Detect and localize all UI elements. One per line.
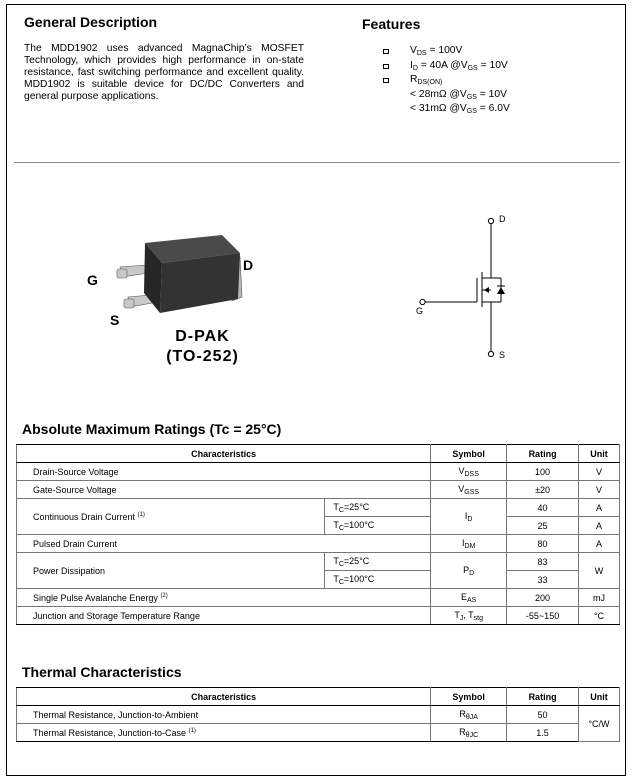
feature-rds-6v: < 31mΩ $@V_{GS} = 6.0V$	[410, 103, 510, 116]
feature-rds-10v: < 28mΩ $@V_{GS} = 10V$	[410, 88, 507, 101]
header-symbol: Symbol	[431, 688, 507, 706]
features-title: Features	[362, 16, 421, 32]
header-rating: Rating	[507, 445, 579, 463]
header-unit: Unit	[579, 688, 620, 706]
table-row: Junction and Storage Temperature Range $T_J$, $T_{stg}$ -55~150 °C	[17, 607, 620, 625]
header-rating: Rating	[507, 688, 579, 706]
features-list	[383, 45, 510, 118]
feature-id: $I_D = 40A$ $@V_{GS} = 10V$	[383, 60, 510, 75]
feature-vds: $V_{DS} = 100V$	[383, 45, 510, 60]
header-symbol: Symbol	[431, 445, 507, 463]
header-characteristics: Characteristics	[17, 688, 431, 706]
package-name: D-PAK (TO-252)	[166, 328, 239, 365]
table-row: Gate-Source Voltage $V_{GSS}$ ±20 V	[17, 481, 620, 499]
header-characteristics: Characteristics	[17, 445, 431, 463]
table-row: Pulsed Drain Current $I_{DM}$ 80 A	[17, 535, 620, 553]
symbol-label-d: D	[499, 214, 506, 224]
dpak-package-image	[100, 225, 260, 330]
table-row: Drain-Source Voltage $V_{DSS}$ 100 V	[17, 463, 620, 481]
pin-label-g: G	[87, 272, 98, 288]
general-description-body: The MDD1902 uses advanced MagnaChip’s MOSFET Technology, which provides high performance in on-state resistance, fast switching performance and excellent quality. MDD1902 is suitable device for DC/DC Converters and general purpose applications.	[24, 43, 304, 102]
table-row: Thermal Resistance, Junction-to-Ambient $R_{\theta JA}$ 50 °C/W	[17, 706, 620, 724]
table-header-row	[17, 688, 620, 706]
pin-label-s: S	[110, 312, 120, 328]
general-description-title: General Description	[24, 14, 158, 30]
table-row: Power Dissipation $T_C=25^\circ C$ $P_D$ 83 W	[17, 553, 620, 571]
mosfet-schematic-symbol	[410, 210, 520, 365]
page-frame	[6, 4, 626, 776]
pin-label-d: D	[243, 257, 254, 273]
table-row: Continuous Drain Current $^{(1)}$ $T_C=25^\circ C$ $I_D$ 40 A	[17, 499, 620, 517]
table-header-row	[17, 445, 620, 463]
feature-rds: $R_{DS(ON)}$	[383, 74, 510, 89]
abs-max-table	[16, 444, 620, 625]
thermal-title: Thermal Characteristics	[22, 664, 182, 680]
symbol-label-s: S	[499, 350, 506, 360]
header-unit: Unit	[579, 445, 620, 463]
table-row: Thermal Resistance, Junction-to-Case $^{(1)}$ $R_{\theta JC}$ 1.5	[17, 724, 620, 742]
table-row: Single Pulse Avalanche Energy $^{(2)}$ $E_{AS}$ 200 mJ	[17, 589, 620, 607]
section-divider	[14, 162, 620, 163]
table-row: $T_C=100^\circ C$ 33	[17, 571, 620, 589]
symbol-label-g: G	[416, 306, 424, 316]
abs-max-title: Absolute Maximum Ratings (Tc = 25°C)	[22, 421, 282, 437]
table-row: $T_C=100^\circ C$ 25 A	[17, 517, 620, 535]
thermal-table	[16, 687, 620, 742]
